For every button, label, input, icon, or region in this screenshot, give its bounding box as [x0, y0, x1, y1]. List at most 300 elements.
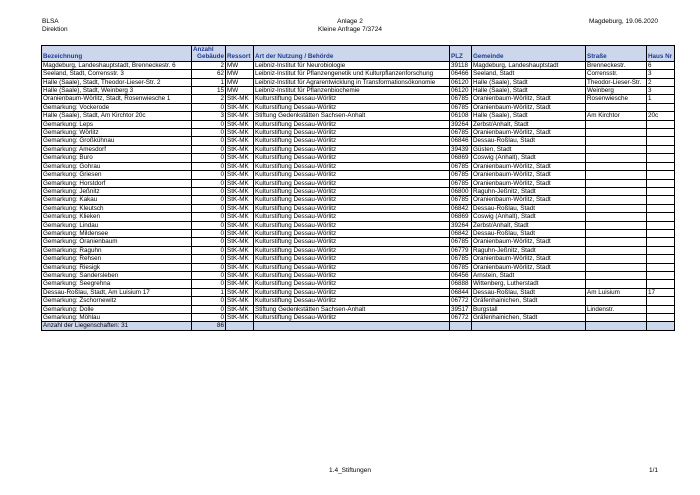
table-row: [42, 87, 675, 95]
cell-ressort: StK-MK: [226, 129, 254, 137]
table-row: [42, 213, 675, 221]
col-bezeichnung: Bezeichnung: [42, 46, 192, 62]
table-row: [42, 179, 675, 187]
cell-plz: 06869: [450, 213, 472, 221]
cell-gemeinde: Raguhn-Jeßnitz, Stadt: [472, 187, 586, 195]
cell-hausnr: [647, 271, 675, 279]
cell-nutzung: Kulturstiftung Dessau-Wörlitz: [254, 95, 450, 103]
table-row: [42, 280, 675, 288]
cell-hausnr: 20c: [647, 112, 675, 120]
cell-bezeichnung: Gemarkung: Möhlau: [42, 314, 192, 322]
cell-gemeinde: Coswig (Anhalt), Stadt: [472, 213, 586, 221]
table-row: [42, 305, 675, 313]
cell-ressort: StK-MK: [226, 179, 254, 187]
document-title: Anlage 2: [337, 18, 363, 25]
cell-strasse: [586, 129, 647, 137]
cell-hausnr: 2: [647, 78, 675, 86]
cell-bezeichnung: Gemarkung: Mildensee: [42, 229, 192, 237]
org-name: BLSA: [42, 18, 59, 25]
cell-plz: 06785: [450, 171, 472, 179]
col-plz: PLZ: [450, 46, 472, 62]
cell-strasse: [586, 187, 647, 195]
table-row: [42, 61, 675, 69]
cell-ressort: StK-MK: [226, 103, 254, 111]
cell-strasse: Lindenstr.: [586, 305, 647, 313]
cell-bezeichnung: Gemarkung: Griesen: [42, 171, 192, 179]
cell-gemeinde: Wittenberg, Lutherstadt: [472, 280, 586, 288]
summary-row: [42, 322, 675, 330]
cell-hausnr: [647, 187, 675, 195]
cell-ressort: StK-MK: [226, 238, 254, 246]
cell-nutzung: Kulturstiftung Dessau-Wörlitz: [254, 238, 450, 246]
cell-ressort: StK-MK: [226, 271, 254, 279]
cell-strasse: Theodor-Lieser-Str.: [586, 78, 647, 86]
col-ressort: Ressort: [226, 46, 254, 62]
header-center: [300, 18, 400, 34]
cell-nutzung: Kulturstiftung Dessau-Wörlitz: [254, 137, 450, 145]
cell-anzahl: 0: [192, 213, 226, 221]
table-row: [42, 129, 675, 137]
cell-hausnr: [647, 280, 675, 288]
table-row: [42, 120, 675, 128]
cell-plz: 39439: [450, 145, 472, 153]
cell-hausnr: [647, 204, 675, 212]
cell-gemeinde: Oranienbaum-Wörlitz, Stadt: [472, 179, 586, 187]
cell-bezeichnung: Gemarkung: Klieken: [42, 213, 192, 221]
cell-nutzung: Kulturstiftung Dessau-Wörlitz: [254, 221, 450, 229]
col-hausnr: Haus Nr: [647, 46, 675, 62]
cell-plz: 06842: [450, 204, 472, 212]
cell-nutzung: Kulturstiftung Dessau-Wörlitz: [254, 196, 450, 204]
cell-bezeichnung: Gemarkung: Zschornewitz: [42, 297, 192, 305]
cell-bezeichnung: Gemarkung: Wörlitz: [42, 129, 192, 137]
cell-plz: 06120: [450, 78, 472, 86]
cell-plz: 06779: [450, 246, 472, 254]
cell-anzahl: 3: [192, 112, 226, 120]
cell-gemeinde: Oranienbaum-Wörlitz, Stadt: [472, 238, 586, 246]
cell-hausnr: [647, 154, 675, 162]
cell-nutzung: Kulturstiftung Dessau-Wörlitz: [254, 271, 450, 279]
cell-gemeinde: Oranienbaum-Wörlitz, Stadt: [472, 162, 586, 170]
cell-bezeichnung: Seeland, Stadt, Corrensstr. 3: [42, 70, 192, 78]
cell-hausnr: [647, 263, 675, 271]
summary-empty: [450, 322, 472, 330]
col-nutzung: Art der Nutzung / Behörde: [254, 46, 450, 62]
cell-bezeichnung: Gemarkung: Seegrehna: [42, 280, 192, 288]
cell-plz: 39118: [450, 61, 472, 69]
cell-nutzung: Kulturstiftung Dessau-Wörlitz: [254, 255, 450, 263]
cell-ressort: MW: [226, 70, 254, 78]
cell-nutzung: Kulturstiftung Dessau-Wörlitz: [254, 162, 450, 170]
cell-nutzung: Leibniz-Institut für Pflanzengenetik und Kulturpflanzenforschung: [254, 70, 450, 78]
cell-strasse: [586, 204, 647, 212]
table-row: [42, 238, 675, 246]
cell-ressort: MW: [226, 87, 254, 95]
cell-bezeichnung: Gemarkung: Dolle: [42, 305, 192, 313]
cell-nutzung: Kulturstiftung Dessau-Wörlitz: [254, 263, 450, 271]
cell-strasse: [586, 255, 647, 263]
cell-anzahl: 0: [192, 162, 226, 170]
cell-gemeinde: Halle (Saale), Stadt: [472, 112, 586, 120]
cell-bezeichnung: Magdeburg, Landeshauptstadt, Brenneckestr. 6: [42, 61, 192, 69]
cell-gemeinde: Zerbst/Anhalt, Stadt: [472, 221, 586, 229]
cell-ressort: StK-MK: [226, 246, 254, 254]
cell-hausnr: [647, 229, 675, 237]
cell-bezeichnung: Halle (Saale), Stadt, Weinberg 3: [42, 87, 192, 95]
cell-bezeichnung: Gemarkung: Horstdorf: [42, 179, 192, 187]
cell-nutzung: Kulturstiftung Dessau-Wörlitz: [254, 120, 450, 128]
table-row: [42, 221, 675, 229]
cell-hausnr: [647, 179, 675, 187]
table-row: [42, 271, 675, 279]
table-row: [42, 246, 675, 254]
cell-nutzung: Kulturstiftung Dessau-Wörlitz: [254, 204, 450, 212]
cell-gemeinde: Oranienbaum-Wörlitz, Stadt: [472, 196, 586, 204]
cell-anzahl: 0: [192, 263, 226, 271]
document-date: Magdeburg, 19.06.2020: [588, 18, 658, 25]
cell-gemeinde: Gräfenhainichen, Stadt: [472, 314, 586, 322]
cell-strasse: Am Kirchtor: [586, 112, 647, 120]
cell-strasse: [586, 196, 647, 204]
cell-strasse: [586, 171, 647, 179]
col-anzahl-line1: Anzahl: [193, 46, 214, 53]
cell-gemeinde: Seeland, Stadt: [472, 70, 586, 78]
cell-hausnr: [647, 255, 675, 263]
cell-plz: 06846: [450, 137, 472, 145]
cell-gemeinde: Oranienbaum-Wörlitz, Stadt: [472, 263, 586, 271]
cell-gemeinde: Dessau-Roßlau, Stadt: [472, 229, 586, 237]
cell-anzahl: 2: [192, 95, 226, 103]
table-row: [42, 103, 675, 111]
cell-plz: 06888: [450, 280, 472, 288]
cell-hausnr: 3: [647, 70, 675, 78]
table-row: [42, 95, 675, 103]
cell-anzahl: 0: [192, 196, 226, 204]
summary-label: Anzahl der Liegenschaften: 31: [42, 322, 192, 330]
cell-hausnr: 17: [647, 288, 675, 296]
cell-gemeinde: Coswig (Anhalt), Stadt: [472, 154, 586, 162]
cell-anzahl: 0: [192, 229, 226, 237]
document-subtitle: Kleine Anfrage 7/3724: [318, 26, 382, 33]
cell-ressort: StK-MK: [226, 255, 254, 263]
cell-nutzung: Kulturstiftung Dessau-Wörlitz: [254, 213, 450, 221]
cell-gemeinde: Burgstall: [472, 305, 586, 313]
cell-bezeichnung: Gemarkung: Oranienbaum: [42, 238, 192, 246]
cell-bezeichnung: Gemarkung: Leps: [42, 120, 192, 128]
cell-plz: 06785: [450, 103, 472, 111]
cell-ressort: StK-MK: [226, 145, 254, 153]
summary-empty: [472, 322, 586, 330]
cell-hausnr: [647, 213, 675, 221]
cell-nutzung: Kulturstiftung Dessau-Wörlitz: [254, 297, 450, 305]
cell-strasse: [586, 271, 647, 279]
cell-gemeinde: Halle (Saale), Stadt: [472, 87, 586, 95]
table-row: [42, 255, 675, 263]
cell-nutzung: Kulturstiftung Dessau-Wörlitz: [254, 171, 450, 179]
table-row: [42, 263, 675, 271]
cell-gemeinde: Oranienbaum-Wörlitz, Stadt: [472, 171, 586, 179]
cell-ressort: MW: [226, 78, 254, 86]
cell-ressort: StK-MK: [226, 314, 254, 322]
summary-total: 86: [192, 322, 226, 330]
cell-bezeichnung: Gemarkung: Kleutsch: [42, 204, 192, 212]
cell-nutzung: Kulturstiftung Dessau-Wörlitz: [254, 103, 450, 111]
cell-anzahl: 0: [192, 271, 226, 279]
cell-nutzung: Kulturstiftung Dessau-Wörlitz: [254, 129, 450, 137]
table-row: [42, 162, 675, 170]
cell-anzahl: 0: [192, 305, 226, 313]
cell-nutzung: Kulturstiftung Dessau-Wörlitz: [254, 314, 450, 322]
cell-bezeichnung: Gemarkung: Amesdorf: [42, 145, 192, 153]
cell-hausnr: [647, 145, 675, 153]
cell-bezeichnung: Halle (Saale), Stadt, Am Kirchtor 20c: [42, 112, 192, 120]
table-row: [42, 112, 675, 120]
cell-bezeichnung: Dessau-Roßlau, Stadt, Am Luisium 17: [42, 288, 192, 296]
cell-strasse: Am Luisium: [586, 288, 647, 296]
cell-gemeinde: Halle (Saale), Stadt: [472, 78, 586, 86]
cell-plz: 06772: [450, 314, 472, 322]
cell-bezeichnung: Gemarkung: Rehsen: [42, 255, 192, 263]
cell-plz: 06772: [450, 297, 472, 305]
cell-anzahl: 0: [192, 204, 226, 212]
cell-hausnr: [647, 120, 675, 128]
cell-gemeinde: Arnstein, Stadt: [472, 271, 586, 279]
cell-ressort: StK-MK: [226, 95, 254, 103]
table-row: [42, 288, 675, 296]
cell-ressort: StK-MK: [226, 120, 254, 128]
cell-gemeinde: Oranienbaum-Wörlitz, Stadt: [472, 95, 586, 103]
cell-anzahl: 15: [192, 87, 226, 95]
cell-ressort: StK-MK: [226, 305, 254, 313]
table-row: [42, 297, 675, 305]
cell-strasse: [586, 103, 647, 111]
cell-anzahl: 0: [192, 103, 226, 111]
cell-gemeinde: Güsten, Stadt: [472, 145, 586, 153]
table-row: [42, 137, 675, 145]
cell-bezeichnung: Gemarkung: Sandersleben: [42, 271, 192, 279]
cell-plz: 06785: [450, 196, 472, 204]
cell-gemeinde: Oranienbaum-Wörlitz, Stadt: [472, 129, 586, 137]
cell-anzahl: 1: [192, 288, 226, 296]
cell-hausnr: [647, 103, 675, 111]
cell-plz: 39264: [450, 120, 472, 128]
cell-plz: 39264: [450, 221, 472, 229]
cell-plz: 06800: [450, 187, 472, 195]
cell-strasse: [586, 297, 647, 305]
cell-ressort: StK-MK: [226, 280, 254, 288]
cell-ressort: StK-MK: [226, 229, 254, 237]
cell-bezeichnung: Oranienbaum-Wörlitz, Stadt, Rosenwiesche 1: [42, 95, 192, 103]
cell-bezeichnung: Gemarkung: Jeßnitz: [42, 187, 192, 195]
cell-anzahl: 0: [192, 120, 226, 128]
summary-empty: [586, 322, 647, 330]
cell-strasse: [586, 137, 647, 145]
cell-strasse: [586, 246, 647, 254]
cell-strasse: [586, 145, 647, 153]
header-right: [589, 18, 658, 26]
cell-gemeinde: Gräfenhainichen, Stadt: [472, 297, 586, 305]
cell-strasse: [586, 179, 647, 187]
cell-anzahl: 0: [192, 238, 226, 246]
cell-hausnr: [647, 129, 675, 137]
cell-hausnr: [647, 221, 675, 229]
cell-gemeinde: Oranienbaum-Wörlitz, Stadt: [472, 255, 586, 263]
dept-name: Direktion: [42, 26, 68, 33]
table-header-row: [42, 46, 675, 62]
cell-plz: 06785: [450, 129, 472, 137]
cell-plz: 06785: [450, 263, 472, 271]
cell-anzahl: 62: [192, 70, 226, 78]
cell-strasse: [586, 221, 647, 229]
cell-bezeichnung: Gemarkung: Lindau: [42, 221, 192, 229]
cell-anzahl: 0: [192, 221, 226, 229]
cell-bezeichnung: Gemarkung: Riesigk: [42, 263, 192, 271]
cell-bezeichnung: Halle (Saale), Stadt, Theodor-Lieser-Str. 2: [42, 78, 192, 86]
cell-gemeinde: Dessau-Roßlau, Stadt: [472, 204, 586, 212]
cell-anzahl: 0: [192, 145, 226, 153]
col-anzahl-line2: Gebäude: [197, 53, 224, 61]
cell-anzahl: 0: [192, 297, 226, 305]
cell-anzahl: 0: [192, 255, 226, 263]
cell-strasse: [586, 263, 647, 271]
cell-ressort: StK-MK: [226, 137, 254, 145]
cell-hausnr: [647, 171, 675, 179]
cell-strasse: Weinberg: [586, 87, 647, 95]
cell-hausnr: [647, 196, 675, 204]
cell-ressort: StK-MK: [226, 187, 254, 195]
cell-plz: 06456: [450, 271, 472, 279]
cell-anzahl: 2: [192, 61, 226, 69]
cell-plz: 06785: [450, 238, 472, 246]
property-table: [41, 45, 675, 331]
col-gemeinde: Gemeinde: [472, 46, 586, 62]
cell-ressort: StK-MK: [226, 162, 254, 170]
cell-hausnr: 3: [647, 87, 675, 95]
cell-gemeinde: Zerbst/Anhalt, Stadt: [472, 120, 586, 128]
cell-nutzung: Stiftung Gedenkstätten Sachsen-Anhalt: [254, 305, 450, 313]
cell-strasse: [586, 229, 647, 237]
footer-page: 1/1: [648, 467, 658, 474]
cell-plz: 39517: [450, 305, 472, 313]
cell-hausnr: [647, 314, 675, 322]
cell-ressort: StK-MK: [226, 288, 254, 296]
cell-plz: 06844: [450, 288, 472, 296]
cell-nutzung: Kulturstiftung Dessau-Wörlitz: [254, 280, 450, 288]
cell-gemeinde: Oranienbaum-Wörlitz, Stadt: [472, 103, 586, 111]
table-row: [42, 70, 675, 78]
cell-hausnr: [647, 137, 675, 145]
table-row: [42, 171, 675, 179]
cell-strasse: Brenneckestr.: [586, 61, 647, 69]
footer-section: 1.4_Stiftungen: [329, 467, 371, 474]
cell-anzahl: 0: [192, 179, 226, 187]
cell-anzahl: 0: [192, 314, 226, 322]
cell-plz: 06120: [450, 87, 472, 95]
cell-gemeinde: Magdeburg, Landeshauptstadt: [472, 61, 586, 69]
cell-nutzung: Kulturstiftung Dessau-Wörlitz: [254, 145, 450, 153]
col-strasse: Straße: [586, 46, 647, 62]
summary-empty: [226, 322, 254, 330]
cell-gemeinde: Raguhn-Jeßnitz, Stadt: [472, 246, 586, 254]
cell-anzahl: 0: [192, 129, 226, 137]
cell-bezeichnung: Gemarkung: Kakau: [42, 196, 192, 204]
cell-bezeichnung: Gemarkung: Raguhn: [42, 246, 192, 254]
cell-nutzung: Stiftung Gedenkstätten Sachsen-Anhalt: [254, 112, 450, 120]
cell-anzahl: 0: [192, 154, 226, 162]
cell-ressort: StK-MK: [226, 112, 254, 120]
cell-plz: 06869: [450, 154, 472, 162]
cell-plz: 06785: [450, 255, 472, 263]
cell-nutzung: Kulturstiftung Dessau-Wörlitz: [254, 154, 450, 162]
cell-hausnr: 6: [647, 61, 675, 69]
cell-plz: 06108: [450, 112, 472, 120]
table-row: [42, 78, 675, 86]
cell-plz: 06785: [450, 179, 472, 187]
cell-ressort: StK-MK: [226, 204, 254, 212]
cell-strasse: [586, 238, 647, 246]
cell-nutzung: Leibniz-Institut für Agrarentwicklung in Transformationsökonomie: [254, 78, 450, 86]
cell-hausnr: 1: [647, 95, 675, 103]
cell-strasse: [586, 154, 647, 162]
col-anzahl: [192, 46, 226, 62]
cell-ressort: StK-MK: [226, 154, 254, 162]
cell-hausnr: [647, 305, 675, 313]
cell-bezeichnung: Gemarkung: Großkühnau: [42, 137, 192, 145]
cell-strasse: Rosenwiesche: [586, 95, 647, 103]
cell-plz: 06785: [450, 162, 472, 170]
cell-hausnr: [647, 162, 675, 170]
table-row: [42, 145, 675, 153]
cell-anzahl: 0: [192, 171, 226, 179]
cell-ressort: StK-MK: [226, 297, 254, 305]
header-left: [42, 18, 68, 34]
cell-strasse: [586, 213, 647, 221]
cell-ressort: MW: [226, 61, 254, 69]
cell-hausnr: [647, 297, 675, 305]
cell-anzahl: 0: [192, 246, 226, 254]
table-body: [42, 61, 675, 322]
cell-nutzung: Leibniz-Institut für Neurobiologie: [254, 61, 450, 69]
cell-nutzung: Leibniz-Institut für Pflanzenbiochemie: [254, 87, 450, 95]
cell-gemeinde: Dessau-Roßlau, Stadt: [472, 288, 586, 296]
summary-empty: [254, 322, 450, 330]
cell-hausnr: [647, 246, 675, 254]
table-row: [42, 187, 675, 195]
cell-plz: 06842: [450, 229, 472, 237]
table-row: [42, 204, 675, 212]
table-row: [42, 196, 675, 204]
cell-strasse: [586, 120, 647, 128]
cell-anzahl: 0: [192, 187, 226, 195]
cell-nutzung: Kulturstiftung Dessau-Wörlitz: [254, 246, 450, 254]
cell-nutzung: Kulturstiftung Dessau-Wörlitz: [254, 229, 450, 237]
cell-nutzung: Kulturstiftung Dessau-Wörlitz: [254, 187, 450, 195]
cell-plz: 06466: [450, 70, 472, 78]
cell-hausnr: [647, 238, 675, 246]
table-row: [42, 229, 675, 237]
cell-ressort: StK-MK: [226, 196, 254, 204]
cell-plz: 06785: [450, 95, 472, 103]
cell-bezeichnung: Gemarkung: Gohrau: [42, 162, 192, 170]
cell-strasse: [586, 162, 647, 170]
table-row: [42, 314, 675, 322]
cell-strasse: Corrensstr.: [586, 70, 647, 78]
cell-ressort: StK-MK: [226, 171, 254, 179]
cell-bezeichnung: Gemarkung: Vockerode: [42, 103, 192, 111]
cell-bezeichnung: Gemarkung: Buro: [42, 154, 192, 162]
cell-anzahl: 1: [192, 78, 226, 86]
cell-nutzung: Kulturstiftung Dessau-Wörlitz: [254, 288, 450, 296]
